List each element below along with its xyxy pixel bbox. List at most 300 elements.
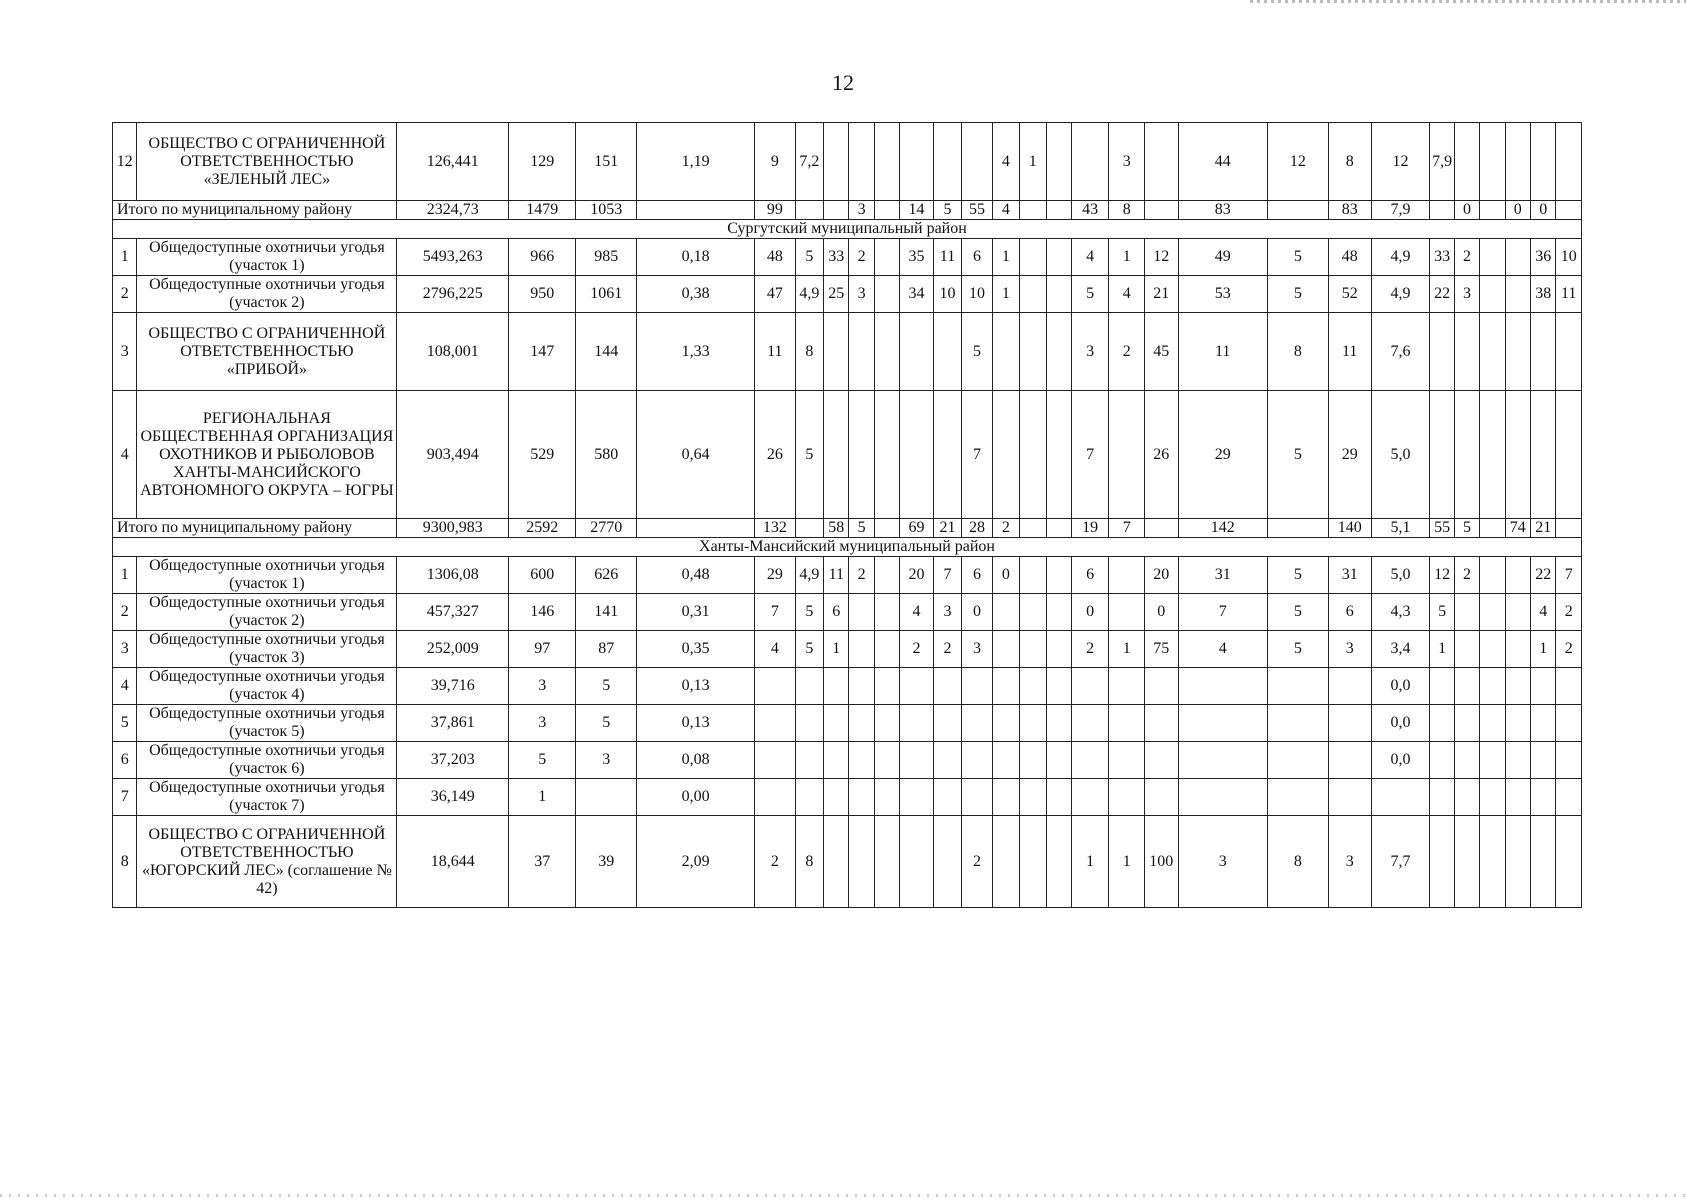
table-cell: 0,31 — [637, 594, 755, 631]
table-cell: 1479 — [509, 201, 576, 220]
table-cell — [1267, 201, 1328, 220]
table-cell — [1454, 705, 1479, 742]
table-cell — [1480, 631, 1505, 668]
table-cell: 1061 — [576, 276, 637, 313]
table-cell — [1020, 391, 1046, 519]
table-cell: 5 — [1454, 519, 1479, 538]
table-cell: 20 — [900, 557, 934, 594]
table-cell: 2770 — [576, 519, 637, 538]
table-cell: 5,1 — [1371, 519, 1430, 538]
table-cell: 108,001 — [397, 313, 509, 391]
table-cell — [849, 816, 874, 908]
table-row — [113, 668, 1582, 705]
table-cell — [1071, 779, 1109, 816]
table-cell — [1505, 705, 1530, 742]
row-number: 3 — [113, 631, 137, 668]
table-cell — [1109, 705, 1145, 742]
table-cell — [1505, 631, 1530, 668]
table-cell — [1145, 779, 1179, 816]
table-cell — [1071, 742, 1109, 779]
organization-name: Общедоступные охотничьи угодья (участок 2) — [137, 594, 397, 631]
table-cell: 1 — [1430, 631, 1454, 668]
table-cell: 2 — [1454, 557, 1479, 594]
table-cell: 31 — [1328, 557, 1371, 594]
table-cell: 4 — [992, 123, 1019, 201]
table-cell — [1556, 779, 1582, 816]
table-cell: 11 — [1178, 313, 1267, 391]
table-cell — [1505, 313, 1530, 391]
table-cell: 2 — [962, 816, 992, 908]
table-cell: 7,9 — [1371, 201, 1430, 220]
table-cell: 3 — [849, 276, 874, 313]
table-cell: 2 — [900, 631, 934, 668]
table-cell: 0 — [1454, 201, 1479, 220]
organization-name: Общедоступные охотничьи угодья (участок 5) — [137, 705, 397, 742]
table-cell: 3 — [1454, 276, 1479, 313]
table-cell: 142 — [1178, 519, 1267, 538]
table-cell: 83 — [1178, 201, 1267, 220]
table-cell: 34 — [900, 276, 934, 313]
table-cell: 1,33 — [637, 313, 755, 391]
table-cell: 12 — [1371, 123, 1430, 201]
table-cell: 252,009 — [397, 631, 509, 668]
table-cell: 0 — [1071, 594, 1109, 631]
table-cell — [755, 668, 796, 705]
table-cell: 0,35 — [637, 631, 755, 668]
table-cell — [824, 313, 849, 391]
table-cell — [1480, 276, 1505, 313]
table-cell: 903,494 — [397, 391, 509, 519]
table-cell — [1556, 742, 1582, 779]
table-cell: 4,3 — [1371, 594, 1430, 631]
table-cell: 0 — [1145, 594, 1179, 631]
table-cell — [900, 391, 934, 519]
table-cell — [1046, 631, 1071, 668]
table-row — [113, 742, 1582, 779]
table-cell — [1480, 705, 1505, 742]
table-cell — [795, 519, 823, 538]
table-row — [113, 557, 1582, 594]
table-cell — [849, 594, 874, 631]
table-cell: 21 — [1531, 519, 1556, 538]
row-number: 6 — [113, 742, 137, 779]
table-cell — [1505, 123, 1530, 201]
table-cell: 5,0 — [1371, 391, 1430, 519]
table-cell — [795, 705, 823, 742]
table-cell: 3 — [1071, 313, 1109, 391]
table-cell — [1071, 705, 1109, 742]
table-cell — [1505, 816, 1530, 908]
organization-name: Общедоступные охотничьи угодья (участок 6) — [137, 742, 397, 779]
table-cell — [1046, 123, 1071, 201]
table-cell — [874, 201, 899, 220]
table-cell: 0,13 — [637, 705, 755, 742]
table-cell: 8 — [795, 816, 823, 908]
table-cell — [824, 816, 849, 908]
table-cell — [1267, 705, 1328, 742]
table-cell — [962, 742, 992, 779]
table-cell: 10 — [1556, 239, 1582, 276]
table-cell — [874, 276, 899, 313]
table-cell: 3 — [849, 201, 874, 220]
table-cell — [874, 816, 899, 908]
table-cell — [900, 816, 934, 908]
table-cell: 2 — [1556, 631, 1582, 668]
table-cell — [795, 779, 823, 816]
table-cell: 0,0 — [1371, 742, 1430, 779]
table-cell — [1480, 123, 1505, 201]
section-title: Ханты-Мансийский муниципальный район — [113, 538, 1582, 557]
table-row — [113, 631, 1582, 668]
table-cell — [1531, 391, 1556, 519]
table-cell: 5 — [795, 391, 823, 519]
table-row — [113, 391, 1582, 519]
table-cell: 1 — [1109, 239, 1145, 276]
table-cell: 2 — [849, 239, 874, 276]
table-cell — [1454, 123, 1479, 201]
table-cell: 151 — [576, 123, 637, 201]
table-cell — [874, 668, 899, 705]
table-row — [113, 816, 1582, 908]
table-cell: 0,0 — [1371, 705, 1430, 742]
table-cell — [1531, 816, 1556, 908]
table-cell — [1109, 779, 1145, 816]
table-cell — [933, 779, 961, 816]
table-cell: 21 — [933, 519, 961, 538]
table-cell: 4 — [1109, 276, 1145, 313]
table-cell — [1480, 779, 1505, 816]
table-cell: 11 — [824, 557, 849, 594]
table-cell: 3,4 — [1371, 631, 1430, 668]
table-cell — [1020, 594, 1046, 631]
table-cell: 20 — [1145, 557, 1179, 594]
table-cell: 7 — [1071, 391, 1109, 519]
table-cell — [933, 742, 961, 779]
table-cell: 5 — [509, 742, 576, 779]
table-cell: 33 — [824, 239, 849, 276]
table-cell — [1020, 668, 1046, 705]
table-cell: 4,9 — [795, 557, 823, 594]
table-cell — [755, 742, 796, 779]
table-cell — [1267, 519, 1328, 538]
table-cell: 48 — [1328, 239, 1371, 276]
table-cell: 4,9 — [795, 276, 823, 313]
table-cell — [874, 557, 899, 594]
table-cell — [849, 313, 874, 391]
table-cell — [1046, 239, 1071, 276]
table-cell: 37,861 — [397, 705, 509, 742]
table-cell: 75 — [1145, 631, 1179, 668]
table-cell: 5 — [1267, 594, 1328, 631]
table-cell: 3 — [509, 705, 576, 742]
table-cell — [1046, 276, 1071, 313]
table-cell — [849, 391, 874, 519]
table-cell — [992, 391, 1019, 519]
table-cell — [755, 705, 796, 742]
table-cell: 8 — [1109, 201, 1145, 220]
table-cell: 132 — [755, 519, 796, 538]
table-cell: 2 — [992, 519, 1019, 538]
table-cell — [1480, 816, 1505, 908]
table-cell — [1430, 313, 1454, 391]
table-cell — [1454, 816, 1479, 908]
table-cell: 140 — [1328, 519, 1371, 538]
table-cell: 2 — [933, 631, 961, 668]
table-cell — [1109, 742, 1145, 779]
table-cell: 49 — [1178, 239, 1267, 276]
table-cell — [1556, 391, 1582, 519]
table-cell — [1454, 779, 1479, 816]
table-cell: 3 — [962, 631, 992, 668]
table-cell: 600 — [509, 557, 576, 594]
table-cell: 1 — [824, 631, 849, 668]
table-cell: 580 — [576, 391, 637, 519]
table-cell: 38 — [1531, 276, 1556, 313]
table-cell — [874, 742, 899, 779]
row-number: 4 — [113, 391, 137, 519]
table-cell: 5 — [1267, 239, 1328, 276]
table-cell: 0,64 — [637, 391, 755, 519]
table-cell: 7 — [933, 557, 961, 594]
section-header-row — [113, 220, 1582, 239]
table-cell: 29 — [1328, 391, 1371, 519]
table-cell: 47 — [755, 276, 796, 313]
table-cell — [933, 668, 961, 705]
table-cell: 43 — [1071, 201, 1109, 220]
table-cell: 29 — [1178, 391, 1267, 519]
table-cell: 14 — [900, 201, 934, 220]
table-cell — [1267, 668, 1328, 705]
table-cell: 58 — [824, 519, 849, 538]
table-cell — [1480, 557, 1505, 594]
table-row — [113, 705, 1582, 742]
organization-name: Общедоступные охотничьи угодья (участок 1) — [137, 557, 397, 594]
table-cell: 5 — [795, 631, 823, 668]
table-cell: 144 — [576, 313, 637, 391]
table-cell: 529 — [509, 391, 576, 519]
table-cell: 966 — [509, 239, 576, 276]
table-cell — [874, 594, 899, 631]
table-cell: 626 — [576, 557, 637, 594]
table-cell: 7 — [1556, 557, 1582, 594]
table-cell: 5 — [795, 594, 823, 631]
table-cell — [1328, 705, 1371, 742]
table-cell — [1531, 742, 1556, 779]
table-cell — [1145, 705, 1179, 742]
total-label: Итого по муниципальному району — [113, 201, 397, 220]
table-cell: 8 — [795, 313, 823, 391]
table-cell — [1505, 668, 1530, 705]
table-cell: 22 — [1430, 276, 1454, 313]
table-cell: 3 — [933, 594, 961, 631]
table-cell: 48 — [755, 239, 796, 276]
table-cell — [1178, 742, 1267, 779]
table-cell: 9300,983 — [397, 519, 509, 538]
table-cell: 10 — [933, 276, 961, 313]
table-cell — [900, 705, 934, 742]
table-cell — [1454, 668, 1479, 705]
table-cell: 1 — [1531, 631, 1556, 668]
table-cell — [1480, 201, 1505, 220]
table-cell — [1328, 742, 1371, 779]
table-cell — [933, 123, 961, 201]
table-cell — [1505, 276, 1530, 313]
table-cell — [1531, 313, 1556, 391]
row-number: 3 — [113, 313, 137, 391]
table-cell: 1 — [1071, 816, 1109, 908]
row-number: 2 — [113, 276, 137, 313]
table-cell: 3 — [1178, 816, 1267, 908]
table-cell: 5 — [576, 668, 637, 705]
table-cell: 7 — [1178, 594, 1267, 631]
table-cell — [1454, 313, 1479, 391]
table-cell: 3 — [1109, 123, 1145, 201]
table-cell: 5493,263 — [397, 239, 509, 276]
table-cell: 985 — [576, 239, 637, 276]
table-body — [113, 123, 1582, 908]
table-cell — [1480, 594, 1505, 631]
table-cell — [874, 519, 899, 538]
table-cell: 0,0 — [1371, 668, 1430, 705]
table-cell: 39,716 — [397, 668, 509, 705]
organization-name: Общедоступные охотничьи угодья (участок 4) — [137, 668, 397, 705]
table-cell — [1556, 123, 1582, 201]
table-cell — [1556, 816, 1582, 908]
table-cell — [1109, 557, 1145, 594]
table-cell — [1430, 668, 1454, 705]
table-cell — [1020, 519, 1046, 538]
table-cell — [874, 779, 899, 816]
table-cell — [1178, 779, 1267, 816]
table-row — [113, 313, 1582, 391]
table-cell — [933, 816, 961, 908]
organization-name: РЕГИОНАЛЬНАЯ ОБЩЕСТВЕННАЯ ОРГАНИЗАЦИЯ ОХОТНИКОВ И РЫБОЛОВОВ ХАНТЫ-МАНСИЙСКОГО АВТОНОМНОГО ОКРУГА – ЮГРЫ — [137, 391, 397, 519]
table-cell: 26 — [1145, 391, 1179, 519]
organization-name: Общедоступные охотничьи угодья (участок 3) — [137, 631, 397, 668]
table-cell: 1306,08 — [397, 557, 509, 594]
organization-name: ОБЩЕСТВО С ОГРАНИЧЕННОЙ ОТВЕТСТВЕННОСТЬЮ «ЗЕЛЕНЫЙ ЛЕС» — [137, 123, 397, 201]
table-cell — [1020, 557, 1046, 594]
table-cell — [1145, 201, 1179, 220]
table-cell — [992, 779, 1019, 816]
table-cell: 8 — [1328, 123, 1371, 201]
table-cell: 35 — [900, 239, 934, 276]
table-cell: 31 — [1178, 557, 1267, 594]
table-cell: 0,38 — [637, 276, 755, 313]
table-cell — [874, 123, 899, 201]
table-cell: 22 — [1531, 557, 1556, 594]
organization-name: Общедоступные охотничьи угодья (участок 1) — [137, 239, 397, 276]
table-cell: 2 — [849, 557, 874, 594]
table-cell — [824, 742, 849, 779]
table-cell — [1430, 779, 1454, 816]
table-cell: 5 — [933, 201, 961, 220]
table-cell: 11 — [755, 313, 796, 391]
table-cell: 9 — [755, 123, 796, 201]
table-cell: 0 — [962, 594, 992, 631]
table-cell — [1020, 239, 1046, 276]
table-cell — [1480, 391, 1505, 519]
table-cell — [824, 123, 849, 201]
table-cell — [1430, 742, 1454, 779]
table-cell — [992, 313, 1019, 391]
table-cell: 8 — [1267, 313, 1328, 391]
table-cell — [849, 705, 874, 742]
table-cell — [849, 779, 874, 816]
table-cell: 2,09 — [637, 816, 755, 908]
table-cell: 950 — [509, 276, 576, 313]
table-cell: 12 — [1267, 123, 1328, 201]
row-number: 1 — [113, 557, 137, 594]
table-cell — [874, 705, 899, 742]
table-cell: 10 — [962, 276, 992, 313]
table-cell: 36,149 — [397, 779, 509, 816]
table-cell — [1505, 779, 1530, 816]
table-cell: 1053 — [576, 201, 637, 220]
table-cell: 129 — [509, 123, 576, 201]
table-cell — [900, 313, 934, 391]
table-cell — [849, 668, 874, 705]
table-cell — [1046, 705, 1071, 742]
table-cell — [874, 631, 899, 668]
table-cell — [1480, 668, 1505, 705]
table-cell: 3 — [1328, 816, 1371, 908]
table-cell — [1371, 779, 1430, 816]
table-cell — [1430, 816, 1454, 908]
table-cell: 5 — [1267, 557, 1328, 594]
table-row — [113, 594, 1582, 631]
table-cell: 97 — [509, 631, 576, 668]
table-cell — [1556, 668, 1582, 705]
table-cell — [1430, 391, 1454, 519]
table-cell — [1454, 742, 1479, 779]
table-cell: 3 — [1328, 631, 1371, 668]
table-cell: 6 — [962, 557, 992, 594]
table-cell — [1145, 668, 1179, 705]
table-cell — [933, 705, 961, 742]
table-cell — [874, 391, 899, 519]
table-cell: 5 — [795, 239, 823, 276]
table-cell — [795, 668, 823, 705]
table-cell — [849, 742, 874, 779]
row-number: 2 — [113, 594, 137, 631]
table-row — [113, 276, 1582, 313]
table-cell — [1430, 201, 1454, 220]
table-cell: 0,00 — [637, 779, 755, 816]
table-cell — [576, 779, 637, 816]
table-cell: 7,6 — [1371, 313, 1430, 391]
table-cell — [1531, 705, 1556, 742]
table-cell: 2324,73 — [397, 201, 509, 220]
table-cell — [755, 779, 796, 816]
table-cell — [933, 313, 961, 391]
table-cell — [1046, 668, 1071, 705]
table-cell: 0 — [1505, 201, 1530, 220]
table-cell — [637, 201, 755, 220]
table-cell: 2796,225 — [397, 276, 509, 313]
table-cell — [1267, 742, 1328, 779]
table-cell — [1145, 519, 1179, 538]
table-cell — [795, 201, 823, 220]
table-cell — [637, 519, 755, 538]
table-cell — [962, 705, 992, 742]
table-cell: 7,2 — [795, 123, 823, 201]
table-cell — [1531, 779, 1556, 816]
table-cell — [1454, 594, 1479, 631]
table-cell: 11 — [1556, 276, 1582, 313]
table-cell: 1 — [1109, 631, 1145, 668]
table-cell: 2 — [755, 816, 796, 908]
